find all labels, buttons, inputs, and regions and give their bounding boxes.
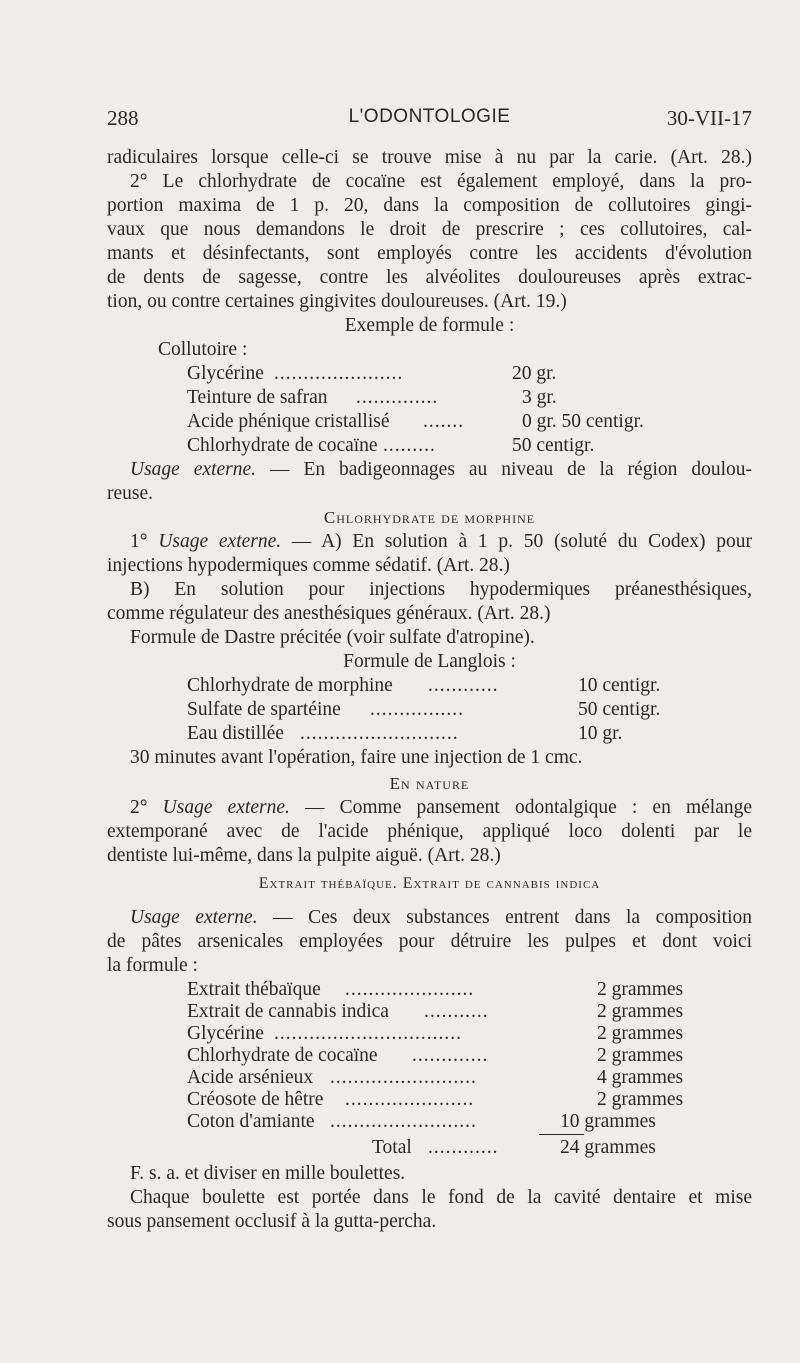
formula-item-qty: 50 centigr. [578, 699, 661, 720]
leader-dots: ............. [412, 1045, 489, 1066]
formula-item-name: Créosote de hêtre [187, 1089, 324, 1110]
leader-dots: ........... [424, 1001, 489, 1022]
formula-item-name: Chlorhydrate de morphine [187, 675, 393, 696]
journal-title: L'ODONTOLOGIE [348, 106, 511, 127]
text-line: radiculaires lorsque celle-ci se trouve mise à nu par la carie. (Art. 28.) [107, 147, 752, 168]
text-line: de dents de sagesse, contre les alvéolites douloureuses après extrac- [107, 267, 752, 288]
formula-item-qty: 2 grammes [597, 1001, 684, 1022]
leader-dots: ......... [383, 435, 436, 456]
formula-heading: Exemple de formule : [344, 315, 515, 336]
italic-run: Usage externe. [130, 907, 258, 928]
text-line: B) En solution pour injections hypodermiques préanesthésiques, [130, 579, 752, 600]
formula-item-qty: 20 gr. [512, 363, 557, 384]
section-heading: Chlorhydrate de morphine [323, 508, 536, 527]
formula-item-qty: 2 grammes [597, 1045, 684, 1066]
formula-item-name: Coton d'amiante [187, 1111, 315, 1132]
leader-dots: ................ [370, 699, 464, 720]
leader-dots: ......................... [330, 1067, 477, 1088]
formula-heading: Formule de Langlois : [343, 651, 516, 672]
leader-dots: ............ [428, 675, 499, 696]
text-line: F. s. a. et diviser en mille boulettes. [130, 1163, 406, 1184]
leader-dots: .............. [356, 387, 439, 408]
text-line: Chaque boulette est portée dans le fond de la cavité dentaire et mise [130, 1187, 752, 1208]
text-run: — Ces deux substances entrent dans la composition [257, 907, 752, 928]
formula-item-qty: 10 centigr. [578, 675, 661, 696]
formula-item-name: Sulfate de spartéine [187, 699, 341, 720]
text-line: la formule : [107, 955, 198, 976]
text-line: tion, ou contre certaines gingivites douloureuses. (Art. 19.) [107, 291, 567, 312]
leader-dots: ................................ [274, 1023, 462, 1044]
leader-dots: ............ [428, 1137, 499, 1158]
text-line [130, 530, 752, 554]
text-line: reuse. [107, 483, 154, 504]
total-label: Total [372, 1137, 412, 1158]
text-line: de pâtes arsenicales employées pour détruire les pulpes et dont voici [107, 931, 752, 952]
formula-item-name: Glycérine [187, 363, 264, 384]
formula-item-qty: 3 gr. [522, 387, 557, 408]
section-heading: Extrait thébaïque. Extrait de cannabis indica [258, 875, 601, 892]
text-run: 1° [130, 531, 159, 552]
formula-item-name: Chlorhydrate de cocaïne [187, 435, 378, 456]
formula-item-name: Acide phénique cristallisé [187, 411, 390, 432]
text-line [130, 796, 752, 820]
total-rule [539, 1134, 584, 1135]
formula-item-qty: 50 centigr. [512, 435, 595, 456]
formula-item-qty: 2 grammes [597, 1023, 684, 1044]
text-run: — Comme pansement odontalgique : en mélange [289, 797, 752, 818]
formula-item-name: Glycérine [187, 1023, 264, 1044]
formula-item-qty: 4 grammes [597, 1067, 684, 1088]
italic-run: Usage externe. [162, 797, 290, 818]
formula-item-qty: 10 grammes [560, 1111, 656, 1132]
issue-date: 30-VII-17 [666, 106, 752, 130]
formula-item-qty: 10 gr. [578, 723, 623, 744]
text-run: — En badigeonnages au niveau de la région doulou- [256, 459, 752, 480]
leader-dots: ...................... [345, 979, 475, 1000]
leader-dots: ...................... [345, 1089, 475, 1110]
running-header [107, 106, 752, 136]
formula-item-qty: 2 grammes [597, 1089, 684, 1110]
italic-run: Usage externe. [130, 459, 257, 480]
leader-dots: ......................... [330, 1111, 477, 1132]
section-heading: En nature [389, 774, 470, 793]
formula-item-name: Eau distillée [187, 723, 284, 744]
formula-label: Collutoire : [158, 339, 248, 360]
text-line: injections hypodermiques comme sédatif. (Art. 28.) [107, 555, 510, 576]
text-run: — A) En solution à 1 p. 50 (soluté du Codex) pour [281, 531, 752, 552]
text-line: dentiste lui-même, dans la pulpite aiguë. (Art. 28.) [107, 845, 501, 866]
italic-run: Usage externe. [158, 531, 282, 552]
formula-item-name: Chlorhydrate de cocaïne [187, 1045, 378, 1066]
total-qty: 24 grammes [560, 1137, 656, 1158]
text-run: 2° [130, 797, 163, 818]
text-line: mants et désinfectants, sont employés contre les accidents d'évolution [107, 243, 752, 264]
text-line: vaux que nous demandons le droit de prescrire ; ces collutoires, cal- [107, 219, 752, 240]
text-line: 2° Le chlorhydrate de cocaïne est également employé, dans la pro- [130, 171, 752, 192]
formula-item-name: Acide arsénieux [187, 1067, 314, 1088]
leader-dots: ...................... [274, 363, 404, 384]
text-line: comme régulateur des anesthésiques généraux. (Art. 28.) [107, 603, 551, 624]
text-line: portion maxima de 1 p. 20, dans la composition de collutoires gingi- [107, 195, 752, 216]
text-line: Formule de Dastre précitée (voir sulfate d'atropine). [130, 627, 535, 648]
formula-item-name: Extrait de cannabis indica [187, 1001, 389, 1022]
formula-item-name: Teinture de safran [187, 387, 328, 408]
page-number: 288 [107, 106, 139, 130]
leader-dots: ....... [423, 411, 465, 432]
text-line: sous pansement occlusif à la gutta-percha. [107, 1211, 437, 1232]
formula-item-name: Extrait thébaïque [187, 979, 321, 1000]
text-line [130, 458, 752, 482]
formula-item-qty: 2 grammes [597, 979, 684, 1000]
leader-dots: ........................... [300, 723, 459, 744]
text-line: extemporané avec de l'acide phénique, appliqué loco dolenti par le [107, 821, 752, 842]
formula-item-qty: 0 gr. 50 centigr. [522, 411, 644, 432]
text-line: 30 minutes avant l'opération, faire une injection de 1 cmc. [130, 747, 583, 768]
text-line [130, 906, 752, 930]
